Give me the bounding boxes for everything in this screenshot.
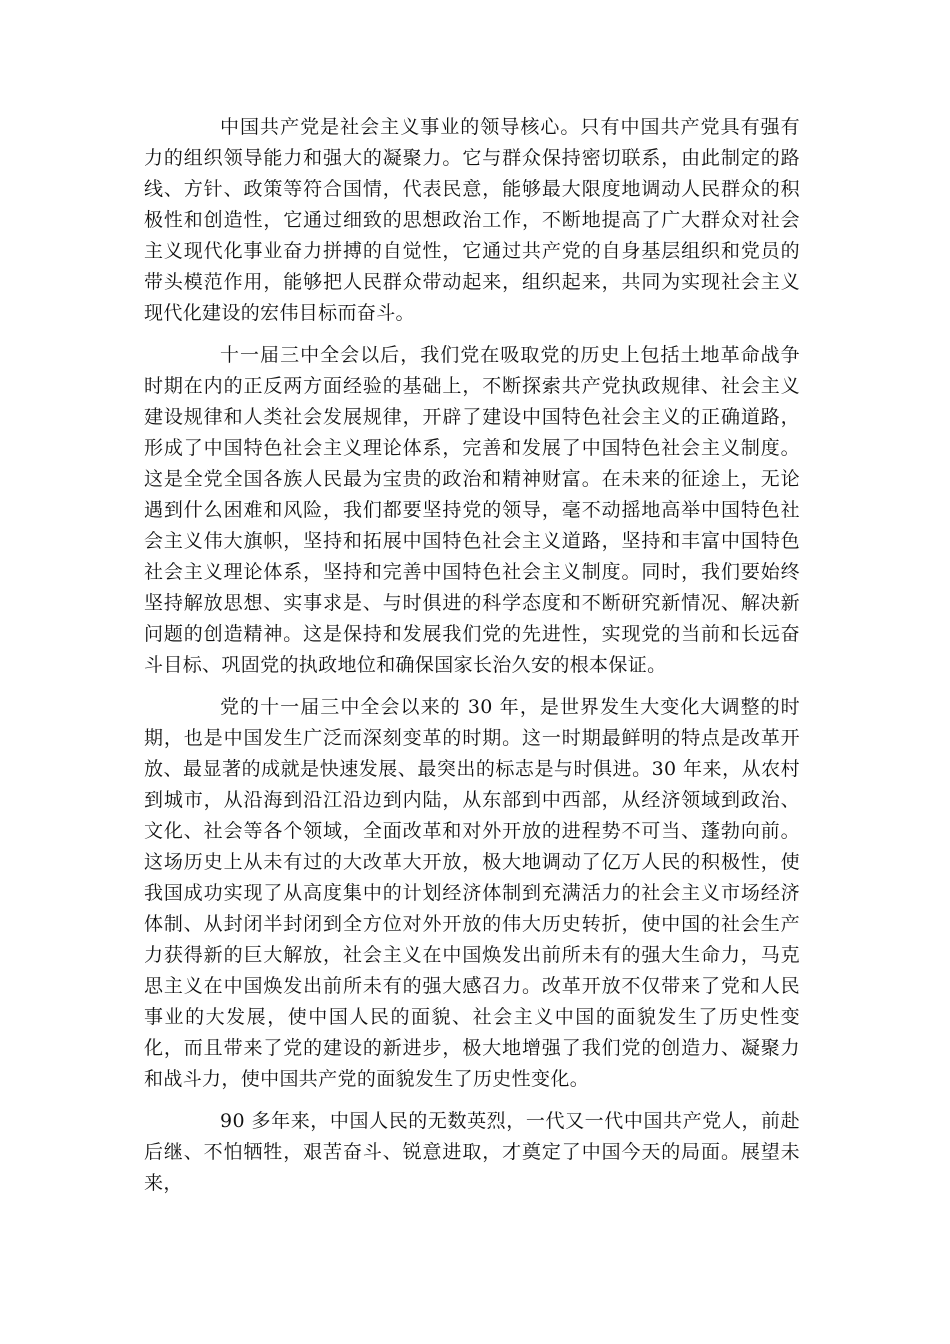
paragraph-3: 党的十一届三中全会以来的 30 年，是世界发生大变化大调整的时期，也是中国发生广泛而深刻变革的时期。这一时期最鲜明的特点是改革开放、最显著的成就是快速发展、最突出的标志是与时俱进。30 年来，从农村到城市，从沿海到沿江沿边到内陆，从东部到中西部，从经济领域到政治、文化、社会等各个领域，全面改革和对外开放的进程势不可当、蓬勃向前。这场历史上从未有过的大改革大开放，极大地调动了亿万人民的积极性，使我国成功实现了从高度集中的计划经济体制到充满活力的社会主义市场经济体制、从封闭半封闭到全方位对外开放的伟大历史转折，使中国的社会生产力获得新的巨大解放，社会主义在中国焕发出前所未有的强大生命力，马克思主义在中国焕发出前所未有的强大感召力。改革开放不仅带来了党和人民事业的大发展，使中国人民的面貌、社会主义中国的面貌发生了历史性变化，而且带来了党的建设的新进步，极大地增强了我们党的创造力、凝聚力和战斗力，使中国共产党的面貌发生了历史性变化。: [144, 696, 800, 1090]
paragraph-2: 十一届三中全会以后，我们党在吸取党的历史上包括土地革命战争时期在内的正反两方面经验的基础上，不断探索共产党执政规律、社会主义建设规律和人类社会发展规律，开辟了建设中国特色社会主义的正确道路，形成了中国特色社会主义理论体系，完善和发展了中国特色社会主义制度。这是全党全国各族人民最为宝贵的政治和精神财富。在未来的征途上，无论遇到什么困难和风险，我们都要坚持党的领导，毫不动摇地高举中国特色社会主义伟大旗帜，坚持和拓展中国特色社会主义道路，坚持和丰富中国特色社会主义理论体系，坚持和完善中国特色社会主义制度。同时，我们要始终坚持解放思想、实事求是、与时俱进的科学态度和不断研究新情况、解决新问题的创造精神。这是保持和发展我们党的先进性，实现党的当前和长远奋斗目标、巩固党的执政地位和确保国家长治久安的根本保证。: [144, 344, 800, 676]
document-body: [144, 112, 800, 1210]
paragraph-1: 中国共产党是社会主义事业的领导核心。只有中国共产党具有强有力的组织领导能力和强大的凝聚力。它与群众保持密切联系，由此制定的路线、方针、政策等符合国情，代表民意，能够最大限度地调动人民群众的积极性和创造性，它通过细致的思想政治工作，不断地提高了广大群众对社会主义现代化事业奋力拼搏的自觉性，它通过共产党的自身基层组织和党员的带头模范作用，能够把人民群众带动起来，组织起来，共同为实现社会主义现代化建设的宏伟目标而奋斗。: [144, 116, 800, 324]
paragraph-4: 90 多年来，中国人民的无数英烈，一代又一代中国共产党人，前赴后继、不怕牺牲，艰苦奋斗、锐意进取，才奠定了中国今天的局面。展望未来，: [144, 1110, 800, 1194]
